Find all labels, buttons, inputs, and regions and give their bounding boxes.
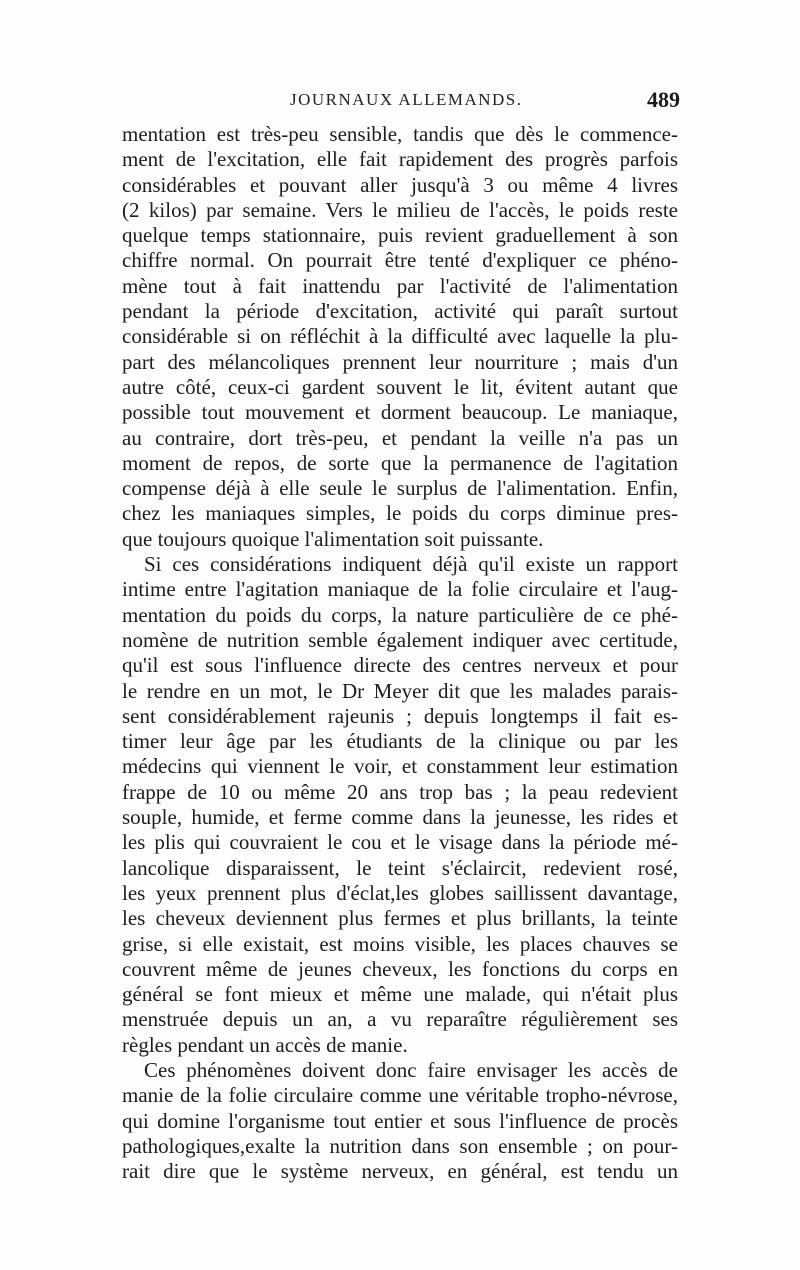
text-line: grise, si elle existait, est moins visible, les places chauves se — [122, 931, 678, 956]
text-line: nomène de nutrition semble également indiquer avec certitude, — [122, 627, 678, 652]
text-line: timer leur âge par les étudiants de la clinique ou par les — [122, 729, 678, 754]
text-line: considérable si on réfléchit à la difficulté avec laquelle la plu- — [122, 324, 678, 349]
paragraph-start-line: Si ces considérations indiquent déjà qu'il existe un rapport — [144, 552, 678, 577]
text-line: possible tout mouvement et dorment beaucoup. Le maniaque, — [122, 400, 678, 425]
running-title: JOURNAUX ALLEMANDS. — [290, 90, 523, 109]
paragraph-end-line: règles pendant un accès de manie. — [122, 1032, 408, 1057]
text-line: souple, humide, et ferme comme dans la jeunesse, les rides et — [122, 805, 678, 830]
text-line: pathologiques,exalte la nutrition dans son ensemble ; on pour- — [122, 1133, 678, 1158]
paragraph-end-line: que toujours quoique l'alimentation soit puissante. — [122, 526, 544, 551]
text-line: ment de l'excitation, elle fait rapidement des progrès parfois — [122, 147, 678, 172]
text-line: considérables et pouvant aller jusqu'à 3 ou même 4 livres — [122, 172, 678, 197]
text-line: manie de la folie circulaire comme une véritable tropho-névrose, — [122, 1083, 678, 1108]
text-line: moment de repos, de sorte que la permanence de l'agitation — [122, 450, 678, 475]
text-line: qui domine l'organisme tout entier et sous l'influence de procès — [122, 1108, 678, 1133]
text-line: autre côté, ceux-ci gardent souvent le lit, évitent autant que — [122, 374, 678, 399]
text-line: menstruée depuis un an, a vu reparaître régulièrement ses — [122, 1007, 678, 1032]
text-line: les plis qui couvraient le cou et le visage dans la période mé- — [122, 830, 678, 855]
text-line: rait dire que le système nerveux, en général, est tendu un — [122, 1159, 678, 1184]
text-line: (2 kilos) par semaine. Vers le milieu de l'accès, le poids reste — [122, 197, 678, 222]
text-line: mentation est très-peu sensible, tandis que dès le commence- — [122, 122, 678, 146]
text-line: chez les maniaques simples, le poids du corps diminue pres- — [122, 501, 678, 526]
text-line: frappe de 10 ou même 20 ans trop bas ; la peau redevient — [122, 779, 678, 804]
body-text — [122, 122, 678, 1184]
paragraph-start-line: Ces phénomènes doivent donc faire envisager les accès de — [144, 1057, 678, 1082]
text-line: lancolique disparaissent, le teint s'éclaircit, redevient rosé, — [122, 855, 678, 880]
running-head — [120, 87, 680, 116]
page-number: 489 — [647, 87, 680, 112]
text-line: général se font mieux et même une malade, qui n'était plus — [122, 982, 678, 1007]
text-line: les cheveux deviennent plus fermes et plus brillants, la teinte — [122, 906, 678, 931]
text-line: quelque temps stationnaire, puis revient graduellement à son — [122, 223, 678, 248]
text-line: part des mélancoliques prennent leur nourriture ; mais d'un — [122, 349, 678, 374]
text-line: pendant la période d'excitation, activité qui paraît surtout — [122, 299, 678, 324]
text-line: intime entre l'agitation maniaque de la folie circulaire et l'aug- — [122, 577, 678, 602]
text-line: compense déjà à elle seule le surplus de l'alimentation. Enfin, — [122, 476, 678, 501]
text-line: couvrent même de jeunes cheveux, les fonctions du corps en — [122, 956, 678, 981]
text-line: mentation du poids du corps, la nature particulière de ce phé- — [122, 602, 678, 627]
text-line: médecins qui viennent le voir, et constamment leur estimation — [122, 754, 678, 779]
text-line: au contraire, dort très-peu, et pendant la veille n'a pas un — [122, 425, 678, 450]
text-line: qu'il est sous l'influence directe des centres nerveux et pour — [122, 653, 678, 678]
text-line: les yeux prennent plus d'éclat,les globes saillissent davantage, — [122, 880, 678, 905]
text-line: sent considérablement rajeunis ; depuis longtemps il fait es- — [122, 703, 678, 728]
text-line: le rendre en un mot, le Dr Meyer dit que les malades parais- — [122, 678, 678, 703]
text-line: chiffre normal. On pourrait être tenté d'expliquer ce phéno- — [122, 248, 678, 273]
text-line: mène tout à fait inattendu par l'activité de l'alimentation — [122, 273, 678, 298]
